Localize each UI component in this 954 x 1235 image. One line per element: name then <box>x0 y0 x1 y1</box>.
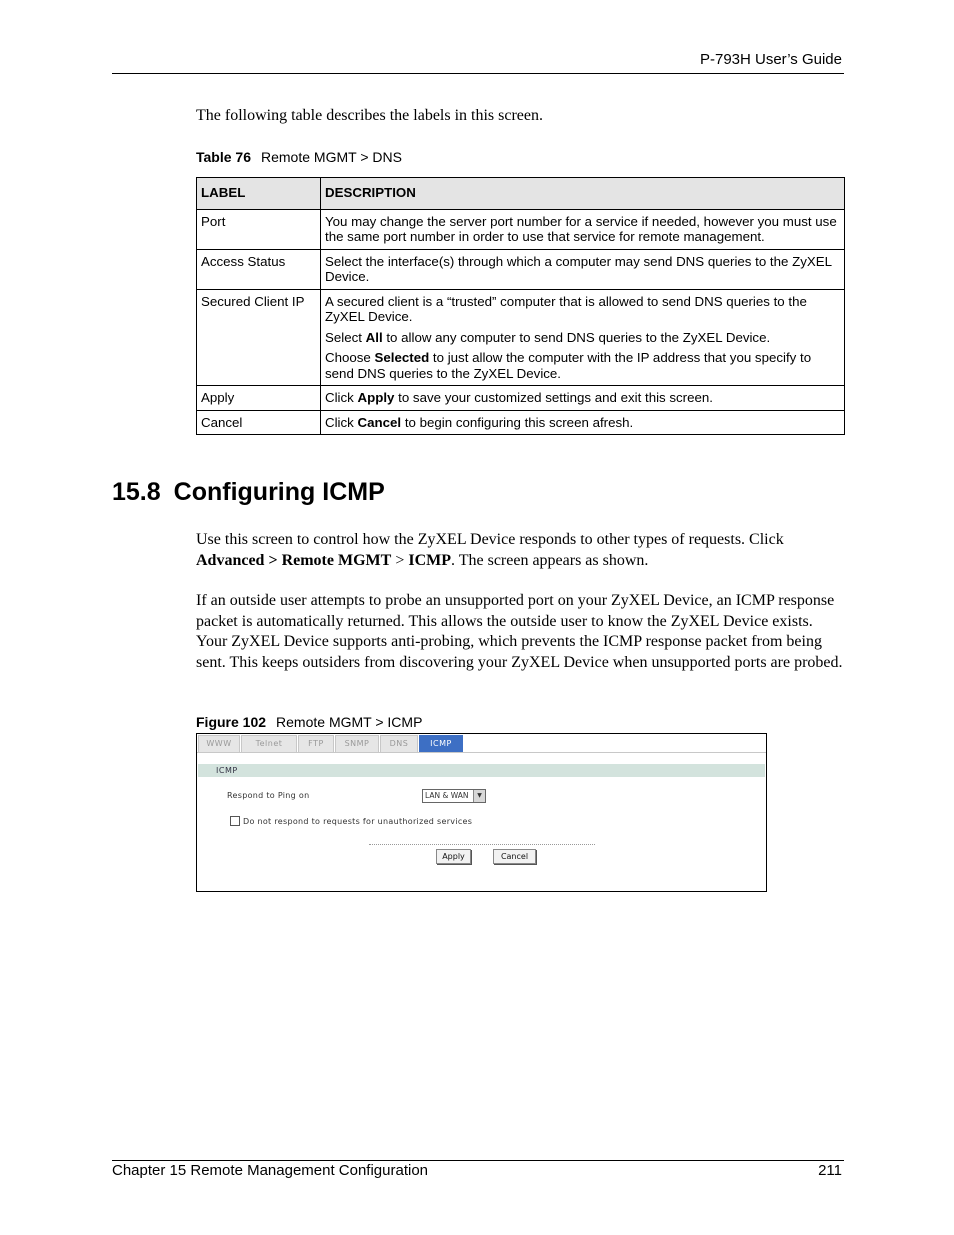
table-row <box>197 410 845 435</box>
tab-telnet[interactable]: Telnet <box>241 735 297 752</box>
section-heading <box>112 478 385 507</box>
description-column-header: DESCRIPTION <box>321 178 845 210</box>
section-number: 15.8 <box>112 478 161 506</box>
row-description <box>321 386 845 411</box>
row-description <box>321 209 845 249</box>
table-caption-title: Remote MGMT > DNS <box>261 149 402 165</box>
footer-chapter: Chapter 15 Remote Management Configuration <box>112 1162 429 1179</box>
respond-to-ping-select[interactable] <box>422 789 486 803</box>
figure-caption-label: Figure 102 <box>196 714 267 730</box>
anti-probing-paragraph: If an outside user attempts to probe an unsupported port on your ZyXEL Device, an ICMP response packet is automatically returned. This allows the outside user to know the ZyXEL Device exists. Your ZyXEL Device supports anti-probing, which prevents the ICMP response packet from being sent. This keeps outsiders from discovering your ZyXEL Device when unsupported ports are probed. <box>196 592 843 671</box>
apply-button[interactable]: Apply <box>436 849 471 864</box>
tab-ftp[interactable]: FTP <box>298 735 334 752</box>
tab-dns[interactable]: DNS <box>380 735 418 752</box>
description-paragraph: Choose Selected to just allow the computer with the IP address that you specify to send DNS queries to the ZyXEL Device. <box>325 350 812 381</box>
row-label: Apply <box>197 386 321 411</box>
table-caption <box>196 149 402 165</box>
unauthorized-services-checkbox[interactable] <box>230 816 240 826</box>
row-description <box>321 410 845 435</box>
table-header-row <box>197 178 845 210</box>
row-label: Access Status <box>197 249 321 289</box>
cancel-button[interactable]: Cancel <box>493 849 536 864</box>
footer-rule <box>112 1160 844 1161</box>
table-row <box>197 386 845 411</box>
chevron-down-icon[interactable]: ▼ <box>473 790 485 802</box>
section-band-label: ICMP <box>216 766 238 775</box>
section-band <box>198 764 765 777</box>
table-row <box>197 289 845 386</box>
unauthorized-services-label: Do not respond to requests for unauthorized services <box>243 816 473 826</box>
labels-table <box>196 177 845 435</box>
respond-to-ping-label: Respond to Ping on <box>227 791 310 800</box>
table-row <box>197 249 845 289</box>
intro-text: The following table describes the labels in this screen. <box>196 107 544 124</box>
tab-www[interactable]: WWW <box>198 735 240 752</box>
table-row <box>197 209 845 249</box>
header-rule <box>112 73 844 74</box>
usage-paragraph: Use this screen to control how the ZyXEL Device responds to other types of requests. Click Advanced > Remote MGMT > ICMP. The screen appears as shown. <box>196 531 784 569</box>
tabs-divider <box>197 752 766 753</box>
tab-bar <box>198 735 464 752</box>
description-paragraph: A secured client is a “trusted” computer that is allowed to send DNS queries to the ZyXEL Device. <box>325 293 807 324</box>
row-label: Port <box>197 209 321 249</box>
description-paragraph: Select the interface(s) through which a computer may send DNS queries to the ZyXEL Device. <box>325 253 832 284</box>
figure-caption-title: Remote MGMT > ICMP <box>276 714 423 730</box>
row-description <box>321 289 845 386</box>
tab-snmp[interactable]: SNMP <box>335 735 379 752</box>
description-paragraph: Click Cancel to begin configuring this screen afresh. <box>325 414 634 430</box>
section-title: Configuring ICMP <box>173 478 385 506</box>
row-description <box>321 249 845 289</box>
description-paragraph: You may change the server port number for a service if needed, however you must use the same port number in order to use that service for remote management. <box>325 213 837 244</box>
page-number: 211 <box>818 1162 842 1179</box>
button-divider <box>369 844 595 845</box>
description-paragraph: Select All to allow any computer to send DNS queries to the ZyXEL Device. <box>325 329 771 345</box>
figure-caption <box>196 714 422 730</box>
row-label: Secured Client IP <box>197 289 321 386</box>
label-column-header: LABEL <box>197 178 321 210</box>
running-header-title: P-793H User’s Guide <box>699 51 842 68</box>
icmp-screen-figure <box>196 733 767 892</box>
unauthorized-services-option <box>230 816 472 826</box>
description-paragraph: Click Apply to save your customized settings and exit this screen. <box>325 390 713 405</box>
tab-icmp[interactable]: ICMP <box>419 735 463 752</box>
row-label: Cancel <box>197 410 321 435</box>
respond-to-ping-value: LAN & WAN <box>425 791 469 800</box>
table-caption-label: Table 76 <box>196 149 251 165</box>
